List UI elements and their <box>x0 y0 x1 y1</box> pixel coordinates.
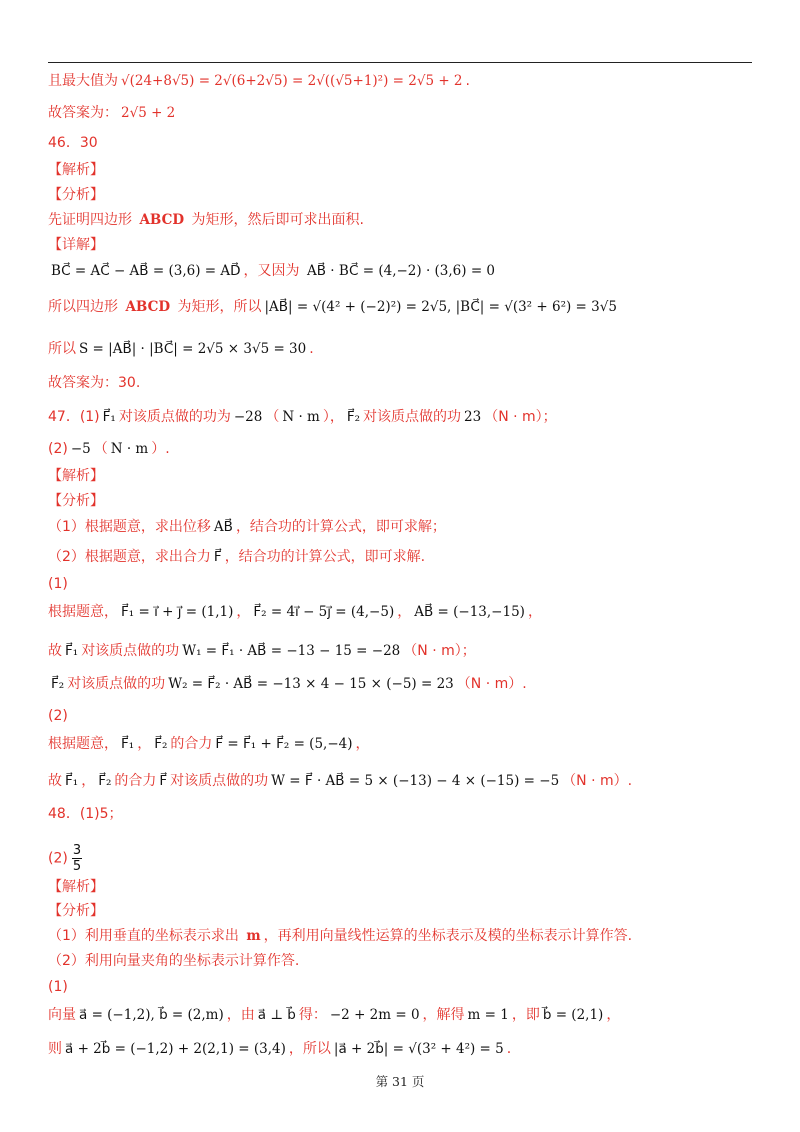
text-line <box>48 134 98 152</box>
text-line <box>48 1006 620 1024</box>
text-line <box>48 440 170 458</box>
math-expression: a⃗ + 2b⃗ = (−1,2) + 2(2,1) = (3,4) <box>65 1041 286 1057</box>
text-line <box>48 408 557 426</box>
line-text: ， <box>606 1007 621 1023</box>
line-text: 所以四边形 <box>48 299 123 315</box>
text-line <box>48 707 68 725</box>
text-line <box>48 72 470 90</box>
math-expression: −2 + 2m = 0 <box>329 1007 420 1023</box>
line-text: 所以 <box>48 341 76 357</box>
line-text: 且最大值为 <box>48 73 118 89</box>
text-line <box>48 374 140 392</box>
text-line <box>48 978 68 996</box>
line-text: 则 <box>48 1041 62 1057</box>
line-text: ， <box>137 736 152 752</box>
text-line <box>48 675 527 693</box>
text-line <box>48 211 364 229</box>
text-line <box>48 492 104 510</box>
math-expression: AB⃗ <box>213 519 233 535</box>
math-expression: F⃗₁ = i⃗ + j⃗ = (1,1) <box>121 604 234 620</box>
fraction <box>72 843 82 874</box>
text-line <box>48 927 632 945</box>
math-expression: 2√5 + 2 <box>121 105 176 121</box>
math-expression: √(24+8√5) = 2√(6+2√5) = 2√((√5+1)²) = 2√5 + 2 <box>121 73 463 89</box>
fraction-numerator: 3 <box>72 843 82 858</box>
line-text: 对该质点做的功 <box>81 643 180 659</box>
line-text: （N · m）； <box>484 409 557 425</box>
math-expression: a⃗ ⊥ b⃗ <box>257 1007 296 1023</box>
math-expression: W₂ = F⃗₂ · AB⃗ = −13 × 4 − 15 × (−5) = 23 <box>168 676 454 692</box>
line-text: ， <box>355 736 370 752</box>
line-text: ，解得 <box>422 1007 465 1023</box>
math-expression: F⃗ = F⃗₁ + F⃗₂ = (5,−4) <box>215 736 353 752</box>
text-line <box>48 340 314 358</box>
line-text: (2) <box>48 708 68 724</box>
math-expression: |AB⃗| = √(4² + (−2)²) = 2√5, |BC⃗| = √(3² + 6²) = 3√5 <box>264 299 617 315</box>
text-line <box>48 262 498 280</box>
math-expression: F⃗₂ = 4i⃗ − 5j⃗ = (4,−5) <box>253 604 395 620</box>
line-text: ， <box>397 604 412 620</box>
text-line <box>48 735 370 753</box>
line-text: 【分析】 <box>48 187 104 203</box>
line-text: ，又因为 <box>243 263 304 279</box>
text-line <box>48 843 82 874</box>
text-line <box>48 161 104 179</box>
line-text: 故答案为：30. <box>48 375 141 391</box>
line-text: 48．(1)5； <box>48 806 123 822</box>
text-line <box>48 236 104 254</box>
line-text: （N · m）. <box>456 676 527 692</box>
line-text: 的合力 <box>114 773 157 789</box>
line-text: （N · m）； <box>403 643 476 659</box>
math-expression: b⃗ = (2,1) <box>542 1007 604 1023</box>
line-text: . <box>465 73 470 89</box>
line-text: 的合力 <box>170 736 213 752</box>
line-text: (1) <box>48 979 68 995</box>
text-line <box>48 878 104 896</box>
line-text: 故 <box>48 643 62 659</box>
line-text: 对该质点做的功 <box>170 773 269 789</box>
line-text: 为矩形，然后即可求出面积. <box>187 212 364 228</box>
math-expression: F⃗ <box>159 773 168 789</box>
line-text: 根据题意， <box>48 604 118 620</box>
text-line <box>48 548 425 566</box>
line-text: 对该质点做的功 <box>67 676 166 692</box>
line-text: (2) <box>48 441 68 457</box>
line-text: （2）利用向量夹角的坐标表示计算作答. <box>48 953 300 969</box>
line-text: ，即 <box>511 1007 540 1023</box>
line-text: 【解析】 <box>48 879 104 895</box>
text-line <box>48 518 446 536</box>
line-text: 对该质点做的功为 <box>118 409 231 425</box>
line-text: 故答案为： <box>48 105 118 121</box>
math-variable: ABCD <box>125 299 171 315</box>
math-variable: m <box>246 928 261 944</box>
line-text: 向量 <box>48 1007 76 1023</box>
line-text: ，结合功的计算公式，即可求解； <box>235 519 446 535</box>
math-expression: N · m <box>282 409 320 425</box>
line-text: 46．30 <box>48 135 98 151</box>
line-text: 【解析】 <box>48 162 104 178</box>
math-expression: W₁ = F⃗₁ · AB⃗ = −13 − 15 = −28 <box>182 643 401 659</box>
line-text: （ <box>93 441 108 457</box>
text-line <box>48 772 632 790</box>
text-line <box>48 575 68 593</box>
math-expression: a⃗ = (−1,2), b⃗ = (2,m) <box>79 1007 224 1023</box>
math-expression: m = 1 <box>467 1007 509 1023</box>
line-text: 得： <box>298 1007 327 1023</box>
text-line <box>48 902 104 920</box>
fraction-denominator: 5 <box>72 859 82 874</box>
text-line <box>48 186 104 204</box>
math-expression: AB⃗ · BC⃗ = (4,−2) · (3,6) = 0 <box>306 263 496 279</box>
line-text: ，再利用向量线性运算的坐标表示及模的坐标表示计算作答. <box>263 928 633 944</box>
line-text: ， <box>81 773 96 789</box>
text-line <box>48 467 104 485</box>
math-expression: F⃗₂ <box>98 773 112 789</box>
math-expression: F⃗₁ <box>65 773 79 789</box>
math-expression: N · m <box>110 441 149 457</box>
math-expression: F⃗₂ <box>346 409 361 425</box>
math-expression: AB⃗ = (−13,−15) <box>414 604 525 620</box>
math-expression: F⃗₂ <box>51 676 65 692</box>
line-text: ）， <box>322 409 344 425</box>
line-text: . <box>506 1041 512 1057</box>
math-expression: F⃗₁ <box>65 643 79 659</box>
line-text: 【分析】 <box>48 493 104 509</box>
math-expression: −5 <box>70 441 91 457</box>
text-line <box>48 1040 511 1058</box>
math-expression: |a⃗ + 2b⃗| = √(3² + 4²) = 5 <box>333 1041 504 1057</box>
text-line <box>48 104 178 122</box>
line-text: （2）根据题意，求出合力 <box>48 549 211 565</box>
header-rule <box>48 62 752 63</box>
line-text: 47．(1) <box>48 409 100 425</box>
text-line <box>48 805 123 823</box>
line-text: （N · m）. <box>562 773 633 789</box>
line-text: 【详解】 <box>48 237 104 253</box>
math-expression: −28 <box>233 409 263 425</box>
text-line <box>48 603 542 621</box>
line-text: 为矩形，所以 <box>173 299 262 315</box>
line-text: (2) <box>48 850 68 867</box>
line-text: 对该质点做的功 <box>363 409 462 425</box>
math-expression: 23 <box>464 409 482 425</box>
page-number: 第 31 页 <box>375 1074 425 1089</box>
math-expression: F⃗₁ <box>121 736 135 752</box>
line-text: ，所以 <box>288 1041 331 1057</box>
math-expression: F⃗₂ <box>154 736 168 752</box>
line-text: （1）根据题意，求出位移 <box>48 519 211 535</box>
line-text: 【解析】 <box>48 468 104 484</box>
math-expression: S = |AB⃗| · |BC⃗| = 2√5 × 3√5 = 30 <box>79 341 307 357</box>
math-variable: ABCD <box>139 212 185 228</box>
math-expression: BC⃗ = AC⃗ − AB⃗ = (3,6) = AD⃗ <box>51 263 241 279</box>
text-line <box>48 952 299 970</box>
line-text: ， <box>527 604 542 620</box>
line-text: （1）利用垂直的坐标表示求出 <box>48 928 244 944</box>
line-text: ，结合功的计算公式，即可求解. <box>224 549 426 565</box>
line-text: 根据题意， <box>48 736 118 752</box>
line-text: ，由 <box>226 1007 255 1023</box>
line-text: 故 <box>48 773 62 789</box>
math-expression: F⃗₁ <box>102 409 116 425</box>
text-line <box>48 642 476 660</box>
line-text: (1) <box>48 576 68 592</box>
line-text: 【分析】 <box>48 903 104 919</box>
line-text: （ <box>265 409 280 425</box>
line-text: 先证明四边形 <box>48 212 137 228</box>
line-text: ）. <box>151 441 170 457</box>
math-expression: W = F⃗ · AB⃗ = 5 × (−13) − 4 × (−15) = −5 <box>271 773 560 789</box>
text-line <box>48 298 620 316</box>
line-text: ， <box>236 604 251 620</box>
line-text: . <box>309 341 314 357</box>
math-expression: F⃗ <box>213 549 222 565</box>
